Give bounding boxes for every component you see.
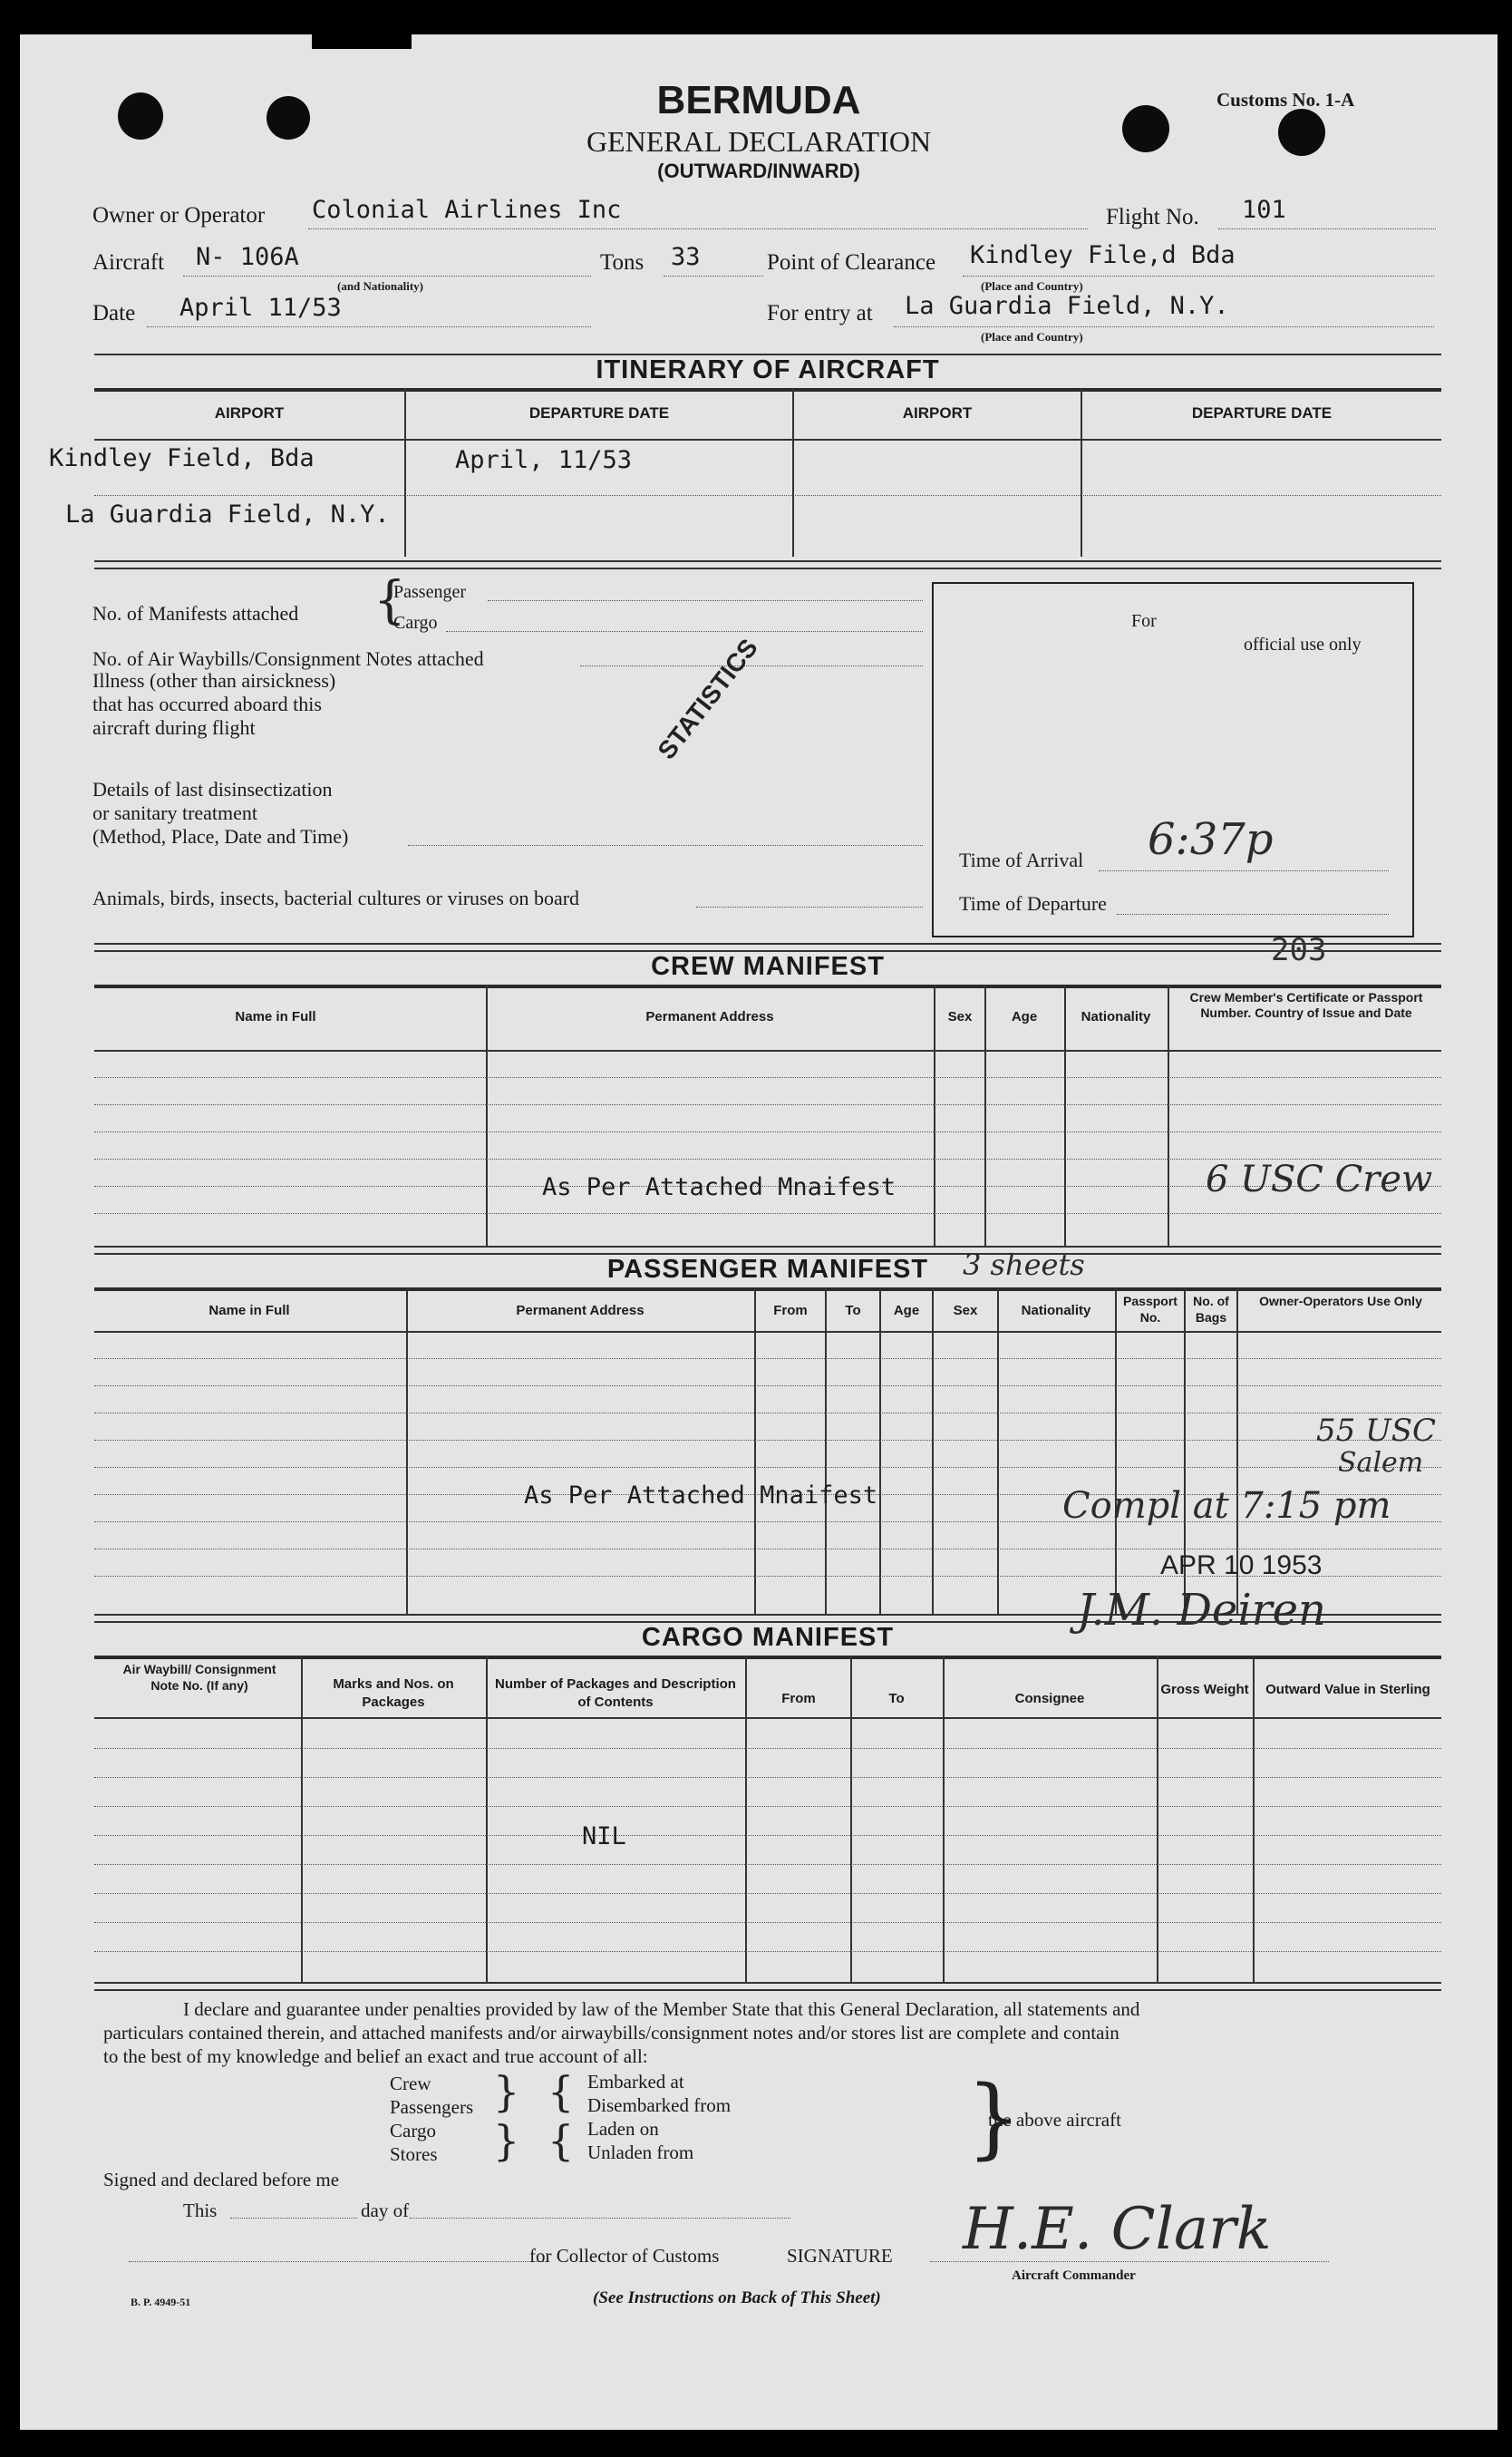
customs-number: Customs No. 1-A [1216,89,1355,111]
itinerary-col [792,388,794,557]
passenger-col [754,1287,756,1614]
row-rule [94,1893,1441,1894]
aircraft-line [183,276,591,277]
entry-place-note: (Place and Country) [981,330,1083,344]
clearance-value: Kindley File,d Bda [970,241,1236,269]
brace: { [548,2116,575,2165]
crew-col [1168,985,1169,1246]
passenger-date-stamp: APR 10 1953 [1160,1550,1323,1580]
passenger-col [932,1287,934,1614]
commander-label: Aircraft Commander [1012,2268,1136,2283]
itinerary-header-date: DEPARTURE DATE [528,404,670,422]
collector-line [129,2261,546,2262]
row-rule [94,1806,1441,1807]
cargo-col [943,1656,945,1982]
declaration-stores: Stores [390,2143,438,2165]
passenger-header-passport: Passport No. [1123,1294,1178,1325]
crew-header-address: Permanent Address [645,1009,774,1025]
animals-line [696,907,923,908]
date-label: Date [92,301,136,325]
waybills-label: No. of Air Waybills/Consignment Notes attached [92,647,484,670]
declaration-form [20,34,1497,2430]
arrival-label: Time of Arrival [959,849,1084,871]
rule [94,1717,1441,1719]
aircraft-nationality-note: (and Nationality) [337,279,423,293]
row-rule [94,1077,1441,1078]
passenger-header-age: Age [893,1303,920,1318]
passenger-header-bags: No. of Bags [1193,1294,1229,1325]
passenger-manifest-label: Passenger [393,582,466,602]
crew-body: As Per Attached Mnaifest [542,1173,897,1201]
rule [94,439,1441,441]
brace: } [966,2067,1023,2169]
row-rule [94,495,1441,496]
statistics-stamp: STATISTICS [652,633,763,765]
aircraft-value: N- 106A [196,243,299,271]
cargo-col [1253,1656,1255,1982]
this-label: This [183,2200,218,2221]
passenger-header-nationality: Nationality [1021,1303,1091,1318]
crew-header-name: Name in Full [235,1009,316,1025]
itinerary-row-airport: Kindley Field, Bda [49,444,315,472]
clearance-place-note: (Place and Country) [981,279,1083,293]
row-rule [94,1835,1441,1836]
row-rule [94,1358,1441,1359]
owner-line [308,228,1088,229]
cargo-col [745,1656,747,1982]
this-line [230,2218,357,2219]
row-rule [94,1440,1441,1441]
crew-col [934,985,935,1246]
passenger-header-name: Name in Full [208,1303,290,1318]
row-rule [94,1748,1441,1749]
tons-value: 33 [671,243,701,271]
manifests-label: No. of Manifests attached [92,602,299,625]
arrival-value: 6:37p [1148,814,1274,865]
itinerary-row-airport: La Guardia Field, N.Y. [65,500,390,529]
passenger-header-to: To [845,1303,861,1318]
declaration-unladen: Unladen from [587,2141,694,2163]
row-rule [94,1385,1441,1386]
flight-value: 101 [1242,196,1286,224]
departure-label: Time of Departure [959,892,1107,915]
itinerary-header-airport-2: AIRPORT [902,404,973,422]
itinerary-col [404,388,406,557]
declaration-laden: Laden on [587,2118,659,2140]
declaration-aircraft: the above aircraft [988,2109,1121,2131]
rule [94,1989,1441,1991]
rule [94,1246,1441,1248]
disinsect-line [408,845,923,846]
row-rule [94,1467,1441,1468]
form-subtitle: GENERAL DECLARATION [586,125,932,158]
passenger-manifest-title: PASSENGER MANIFEST [606,1255,929,1284]
brace: } [493,2067,520,2116]
rule [94,388,1441,392]
row-rule [94,1104,1441,1105]
commander-signature: H.E. Clark [963,2196,1272,2263]
cargo-col [1157,1656,1158,1982]
rule [94,568,1441,569]
brace: { [548,2067,575,2116]
day-of-label: day of [361,2200,410,2221]
row-rule [94,1213,1441,1214]
cargo-manifest-label: Cargo [393,613,438,633]
cargo-col [301,1656,303,1982]
illness-label-2: that has occurred aboard this [92,693,322,715]
date-value: April 11/53 [179,294,342,322]
cargo-header-value: Outward Value in Sterling [1265,1682,1430,1697]
entry-line [894,326,1434,327]
itinerary-header-date-2: DEPARTURE DATE [1191,404,1333,422]
crew-manifest-title: CREW MANIFEST [651,952,885,981]
cargo-col [850,1656,852,1982]
rule [94,1656,1441,1659]
passenger-col [879,1287,881,1614]
torn-corner [312,31,412,49]
rule [94,985,1441,988]
crew-header-certificate: Crew Member's Certificate or Passport Number. Country of Issue and Date [1189,990,1423,1020]
rule [94,1982,1441,1984]
aircraft-label: Aircraft [92,250,165,275]
illness-label-1: Illness (other than airsickness) [92,669,336,692]
row-rule [94,1951,1441,1952]
date-line [147,326,591,327]
number-stamp: 203 [1271,932,1327,968]
crew-header-nationality: Nationality [1081,1009,1151,1025]
day-of-line [410,2218,790,2219]
instructions-note: (See Instructions on Back of This Sheet) [593,2288,881,2307]
passenger-header-from: From [773,1303,808,1318]
brace: { [373,571,406,630]
rule [94,1287,1441,1291]
passenger-note-usc: 55 USC [1316,1413,1437,1449]
departure-line [1117,914,1389,915]
animals-label: Animals, birds, insects, bacterial cultures or viruses on board [92,887,580,909]
arrival-line [1099,870,1389,871]
disinsect-label-1: Details of last disinsectization [92,778,333,801]
form-title: BERMUDA [656,78,861,122]
cargo-header-packages: Number of Packages and Description of Contents [495,1676,736,1710]
passenger-col [1115,1287,1117,1614]
crew-note: 6 USC Crew [1206,1159,1433,1200]
passenger-initials: J.M. Deiren [1077,1585,1326,1636]
flight-label: Flight No. [1106,205,1199,229]
declaration-embarked: Embarked at [587,2071,684,2093]
cargo-header-from: From [781,1691,816,1706]
tons-label: Tons [600,250,645,275]
declaration-line-3: to the best of my knowledge and belief an exact and true account of all: [103,2045,648,2067]
clearance-label: Point of Clearance [767,250,936,275]
passenger-sheets-note: 3 sheets [963,1248,1085,1282]
form-subtitle-direction: (OUTWARD/INWARD) [657,160,860,182]
itinerary-title: ITINERARY OF AIRCRAFT [596,355,940,384]
itinerary-col [1081,388,1082,557]
passenger-line [488,600,923,601]
cargo-manifest-title: CARGO MANIFEST [641,1623,895,1652]
cargo-header-weight: Gross Weight [1160,1682,1249,1697]
declaration-disembarked: Disembarked from [587,2094,732,2116]
declaration-line-2: particulars contained therein, and attached manifests and/or airwaybills/consignment notes and/or stores list are complete and contain [103,2022,1119,2044]
official-use-label: For [1131,611,1157,631]
cargo-body: NIL [582,1822,626,1850]
passenger-header-address: Permanent Address [516,1303,645,1318]
passenger-header-owner: Owner-Operators Use Only [1259,1294,1422,1308]
declaration-passengers: Passengers [390,2096,474,2118]
form-number: B. P. 4949-51 [131,2296,191,2308]
crew-col [984,985,986,1246]
rule [94,560,1441,562]
declaration-line-1: I declare and guarantee under penalties provided by law of the Member State that this General Declaration, all statements and [183,1998,1140,2020]
rule [94,943,1441,945]
tons-line [664,276,763,277]
owner-label: Owner or Operator [92,203,266,228]
row-rule [94,1864,1441,1865]
itinerary-header-airport: AIRPORT [214,404,285,422]
signed-label: Signed and declared before me [103,2169,340,2190]
cargo-header-consignee: Consignee [1014,1691,1085,1706]
declaration-cargo: Cargo [390,2120,436,2141]
passenger-col [997,1287,999,1614]
crew-col [1064,985,1066,1246]
passenger-col [406,1287,408,1614]
passenger-note-city: Salem [1338,1447,1424,1479]
signature-label: SIGNATURE [787,2245,893,2267]
declaration-crew: Crew [390,2073,431,2094]
cargo-header-marks: Marks and Nos. on Packages [333,1676,454,1710]
cargo-line [446,631,923,632]
flight-line [1218,228,1436,229]
clearance-line [963,276,1434,277]
rule [94,1331,1441,1333]
illness-label-3: aircraft during flight [92,716,256,739]
entry-label: For entry at [767,301,873,325]
passenger-completed-note: Compl at 7:15 pm [1062,1485,1391,1527]
cargo-header-to: To [888,1691,905,1706]
row-rule [94,1131,1441,1132]
disinsect-label-2: or sanitary treatment [92,801,258,824]
collector-label: for Collector of Customs [529,2245,720,2267]
itinerary-row-date: April, 11/53 [455,446,633,474]
row-rule [94,1922,1441,1923]
passenger-header-sex: Sex [953,1303,978,1318]
disinsect-label-3: (Method, Place, Date and Time) [92,825,349,848]
cargo-col [486,1656,488,1982]
official-use-label-2: official use only [1244,635,1362,655]
crew-header-sex: Sex [947,1009,973,1025]
brace: } [493,2116,520,2165]
passenger-col [825,1287,827,1614]
entry-value: La Guardia Field, N.Y. [905,292,1229,320]
cargo-header-waybill: Air Waybill/ Consignment Note No. (If any) [122,1662,276,1693]
passenger-body: As Per Attached Mnaifest [524,1481,878,1510]
rule [94,1050,1441,1052]
owner-value: Colonial Airlines Inc [312,196,622,224]
crew-col [486,985,488,1246]
crew-header-age: Age [1011,1009,1038,1025]
row-rule [94,1777,1441,1778]
